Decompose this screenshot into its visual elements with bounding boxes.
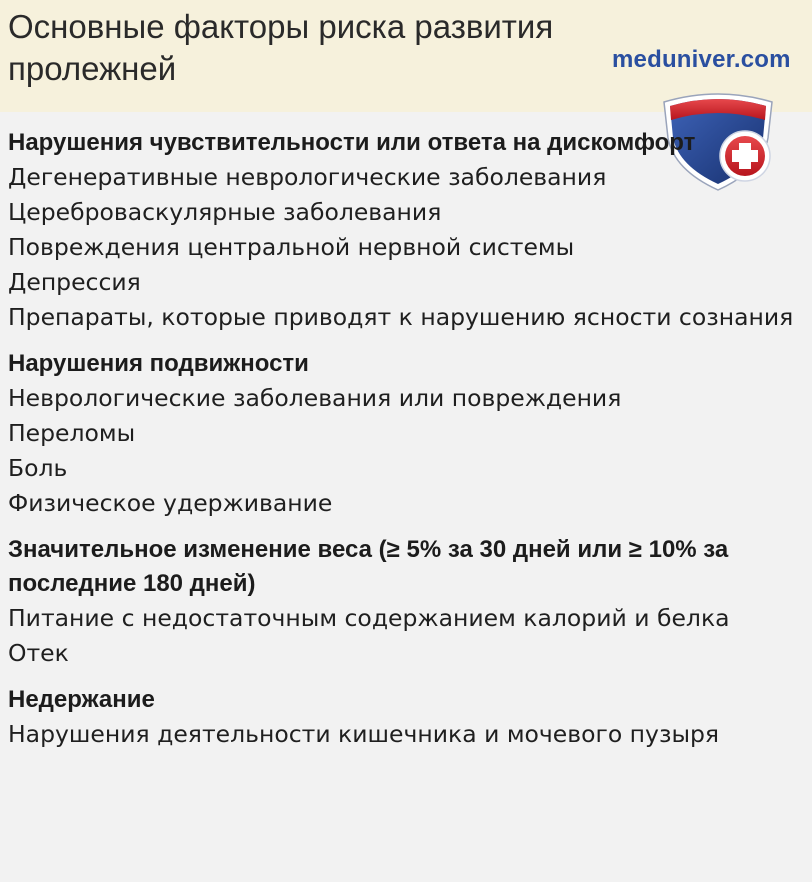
- list-item: Неврологические заболевания или повреждения: [8, 384, 622, 412]
- section-weight-change: [8, 533, 808, 671]
- section-sensitivity: [8, 126, 808, 335]
- list-item: Повреждения центральной нервной системы: [8, 233, 575, 261]
- section-incontinence: [8, 683, 808, 752]
- section-heading: Нарушения подвижности: [8, 350, 309, 377]
- list-item: Физическое удерживание: [8, 489, 333, 517]
- list-item: Отек: [8, 639, 69, 667]
- site-watermark: meduniver.com: [612, 46, 791, 73]
- list-item: Препараты, которые приводят к нарушению ясности сознания: [8, 303, 794, 331]
- list-item: Боль: [8, 454, 68, 482]
- list-item: Нарушения деятельности кишечника и мочевого пузыря: [8, 720, 720, 748]
- section-heading: Значительное изменение веса (≥ 5% за 30 дней или ≥ 10% за последние 180 дней): [8, 536, 729, 597]
- list-item: Переломы: [8, 419, 136, 447]
- list-item: Дегенеративные неврологические заболевания: [8, 163, 607, 191]
- list-item: Цереброваскулярные заболевания: [8, 198, 442, 226]
- section-heading: Нарушения чувствительности или ответа на дискомфорт: [8, 129, 696, 156]
- list-item: Питание с недостаточным содержанием калорий и белка: [8, 604, 730, 632]
- risk-factor-list: [8, 126, 808, 764]
- page-title: Основные факторы риска развития пролежней: [8, 8, 554, 87]
- list-item: Депрессия: [8, 268, 141, 296]
- section-mobility: [8, 347, 808, 521]
- section-heading: Недержание: [8, 686, 155, 713]
